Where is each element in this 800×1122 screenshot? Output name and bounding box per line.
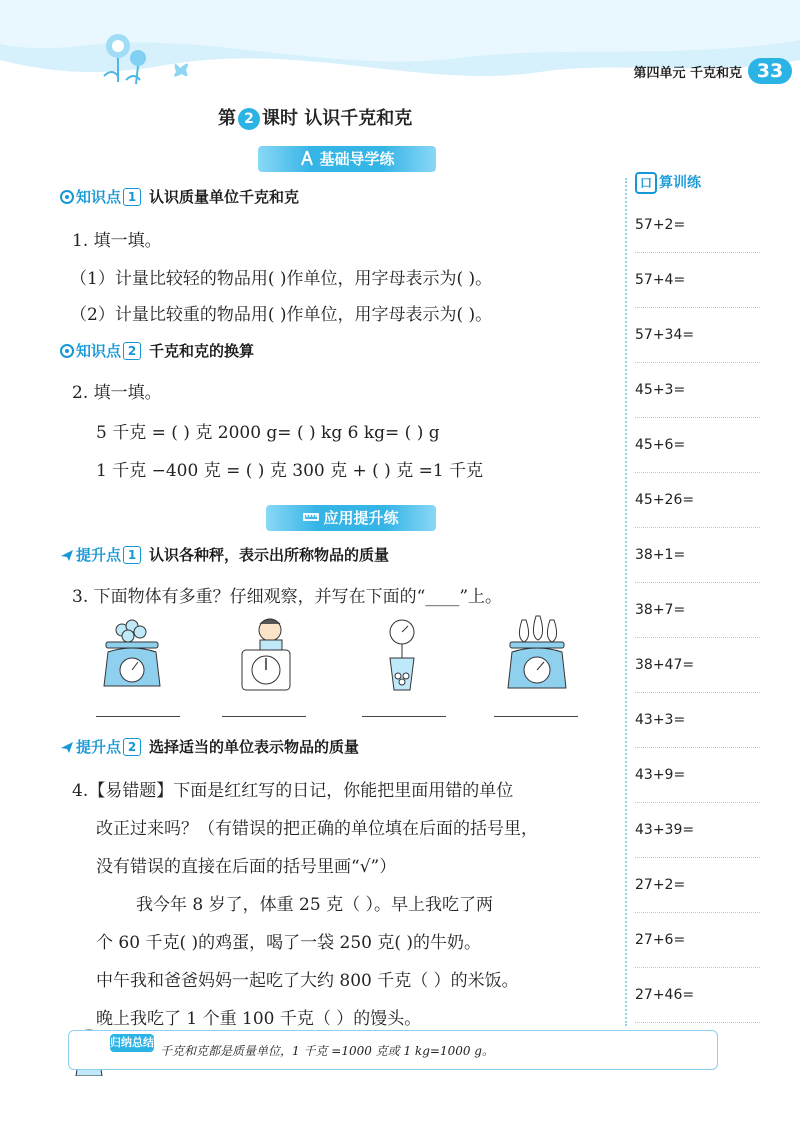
summary-text: 千克和克都是质量单位，1 千克 =1000 克或 1 kg=1000 g。 bbox=[160, 1044, 494, 1058]
up2-tag: 提升点 bbox=[76, 738, 122, 756]
banner-apply-text: 应用提升练 bbox=[323, 509, 399, 527]
side-title-post: 算训练 bbox=[659, 175, 701, 191]
calc-item: 57+4= bbox=[635, 253, 760, 308]
answer-line-3[interactable] bbox=[362, 716, 446, 717]
scale-fruit-illustration bbox=[100, 616, 164, 692]
calc-item: 38+7= bbox=[635, 583, 760, 638]
summary-label: 归纳总结 bbox=[110, 1034, 154, 1052]
scale-pear-illustration bbox=[504, 612, 570, 692]
answer-line-4[interactable] bbox=[494, 716, 578, 717]
target-icon bbox=[60, 344, 74, 358]
unit-label: 第四单元 千克和克 bbox=[633, 66, 742, 81]
up1-desc: 认识各种秤，表示出所称物品的质量 bbox=[149, 546, 390, 564]
calc-item: 57+34= bbox=[635, 308, 760, 363]
q1-b: （2）计量比较重的物品用( )作单位，用字母表示为( )。 bbox=[70, 305, 493, 325]
q1-title: 1. 填一填。 bbox=[72, 231, 162, 251]
q2-title: 2. 填一填。 bbox=[72, 383, 162, 403]
calc-item: 45+6= bbox=[635, 418, 760, 473]
answer-line-2[interactable] bbox=[222, 716, 306, 717]
up2-desc: 选择适当的单位表示物品的质量 bbox=[149, 738, 360, 756]
side-title bbox=[633, 172, 701, 194]
side-divider bbox=[625, 178, 627, 1026]
calc-item: 38+47= bbox=[635, 638, 760, 693]
side-title-box: 口 bbox=[635, 172, 657, 194]
banner-basic bbox=[258, 146, 436, 172]
lesson-number: 2 bbox=[238, 108, 260, 130]
butterfly-icon bbox=[174, 63, 188, 76]
knowledge-point-2 bbox=[60, 340, 254, 361]
lesson-title-prefix: 第 bbox=[218, 108, 236, 129]
kp2-tag: 知识点 bbox=[76, 342, 122, 360]
calc-item: 45+3= bbox=[635, 363, 760, 418]
banner-basic-text: 基础导学练 bbox=[319, 150, 395, 168]
banner-apply bbox=[266, 505, 436, 531]
up1-tag: 提升点 bbox=[76, 546, 122, 564]
calc-item: 45+26= bbox=[635, 473, 760, 528]
improve-point-1 bbox=[60, 544, 389, 565]
lesson-title-suffix: 课时 认识千克和克 bbox=[262, 108, 413, 129]
target-icon bbox=[60, 190, 74, 204]
plane-icon bbox=[60, 548, 74, 562]
q2-row1: 5 千克 = ( ) 克 2000 g= ( ) kg 6 kg= ( ) g bbox=[96, 423, 440, 443]
q3-title: 3. 下面物体有多重？仔细观察，并写在下面的“____”上。 bbox=[72, 587, 503, 607]
q2-row2: 1 千克 −400 克 = ( ) 克 300 克 + ( ) 克 =1 千克 bbox=[96, 461, 484, 481]
knowledge-point-1 bbox=[60, 186, 299, 207]
calc-item: 43+3= bbox=[635, 693, 760, 748]
q4-line-5: 个 60 千克( )的鸡蛋，喝了一袋 250 克( )的牛奶。 bbox=[96, 933, 482, 953]
kp1-desc: 认识质量单位千克和克 bbox=[149, 188, 300, 206]
calc-item: 43+39= bbox=[635, 803, 760, 858]
kp1-tag: 知识点 bbox=[76, 188, 122, 206]
lesson-title bbox=[218, 104, 412, 130]
q1-a: （1）计量比较轻的物品用( )作单位，用字母表示为( )。 bbox=[70, 269, 493, 289]
improve-point-2 bbox=[60, 736, 359, 757]
up2-num: 2 bbox=[123, 738, 141, 756]
answer-line-1[interactable] bbox=[96, 716, 180, 717]
q4-line-6: 中午我和爸爸妈妈一起吃了大约 800 千克（ ）的米饭。 bbox=[96, 971, 519, 991]
page-number: 33 bbox=[748, 58, 792, 84]
q4-line-7: 晚上我吃了 1 个重 100 千克（ ）的馒头。 bbox=[96, 1009, 422, 1029]
calc-item: 27+46= bbox=[635, 968, 760, 1023]
kp2-desc: 千克和克的换算 bbox=[149, 342, 255, 360]
calc-item: 27+2= bbox=[635, 858, 760, 913]
hanging-scale-illustration bbox=[382, 618, 422, 694]
kp1-num: 1 bbox=[123, 188, 141, 206]
kp2-num: 2 bbox=[123, 342, 141, 360]
plane-icon bbox=[60, 740, 74, 754]
calc-item: 27+6= bbox=[635, 913, 760, 968]
ruler-icon bbox=[303, 509, 319, 525]
up1-num: 1 bbox=[123, 546, 141, 564]
calc-item: 43+9= bbox=[635, 748, 760, 803]
calc-item: 38+1= bbox=[635, 528, 760, 583]
calc-item: 57+2= bbox=[635, 198, 760, 253]
header-wave bbox=[0, 0, 800, 100]
q4-line-2: 改正过来吗？（有错误的把正确的单位填在后面的括号里， bbox=[96, 819, 538, 839]
person-scale-illustration bbox=[238, 614, 294, 692]
q4-line-1: 4.【易错题】下面是红红写的日记，你能把里面用错的单位 bbox=[72, 781, 514, 801]
q4-line-4: 我今年 8 岁了，体重 25 克（ ）。早上我吃了两 bbox=[136, 895, 493, 915]
compass-icon bbox=[299, 150, 315, 166]
q4-line-3: 没有错误的直接在后面的括号里画“√”） bbox=[96, 857, 397, 877]
